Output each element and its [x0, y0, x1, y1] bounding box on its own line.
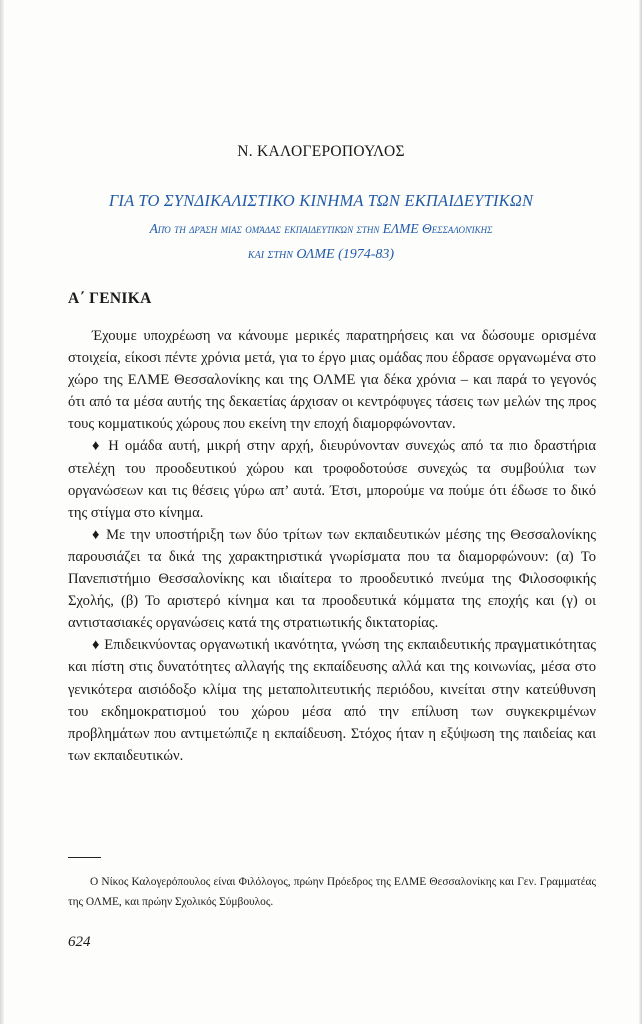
article-title: ΓΙΑ ΤΟ ΣΥΝΔΙΚΑΛΙΣΤΙΚΟ ΚΙΝΗΜΑ ΤΩΝ ΕΚΠΑΙΔΕΥΤΙΚΩΝ: [108, 191, 534, 210]
article-subtitle-line2: και στην ΟΛΜΕ (1974-83): [247, 247, 395, 262]
footnote-text: Ο Νίκος Καλογερόπουλος είναι Φιλόλογος, πρώην Πρόεδρος της ΕΛΜΕ Θεσσαλονίκης και Γεν. Γραμματέας της ΟΛΜΕ, και πρώην Σχολικός Σύμβουλος.: [68, 876, 596, 908]
article-subtitle-line1: Από τη δράση μιας ομάδας εκπαιδευτικών στην ΕΛΜΕ Θεσσαλονίκης: [149, 221, 493, 236]
footnote: [68, 872, 596, 912]
page-number: 624: [68, 934, 91, 950]
paragraph-2: ♦ Η ομάδα αυτή, μικρή στην αρχή, διευρύνονταν συνεχώς από τα πιο δραστήρια στελέχη του προοδευτικού χώρου και τροφοδοτούσε συνεχώς τα συμβούλια των οργανώσεων και τις θέσεις γύρω απ’ αυτά. Έτσι, μπορούμε να πούμε ότι έδωσε το δικό της στίγμα στο κίνημα.: [68, 438, 596, 521]
paragraph-3: ♦ Με την υποστήριξη των δύο τρίτων των εκπαιδευτικών μέσης της Θεσσαλονίκης παρουσιάζει τα δικά της χαρακτηριστικά γνωρίσματα που τα διαμορφώνουν: (α) Το Πανεπιστήμιο Θεσσαλονίκης και ιδιαίτερα το προοδευτικό πνεύμα της Φιλοσοφικής Σχολής, (β) Το αριστερό κίνημα και τα προοδευτικά κόμματα της εποχής και (γ) οι αντιστασιακές οργανώσεις κατά της στρατιωτικής δικτατορίας.: [68, 526, 596, 632]
paragraph-1: Έχουμε υποχρέωση να κάνουμε μερικές παρατηρήσεις και να δώσουμε ορισμένα στοιχεία, είκοσι πέντε χρόνια μετά, για το έργο μιας ομάδας που έδρασε οργανωμένα στο χώρο της ΕΛΜΕ Θεσσαλονίκης και της ΟΛΜΕ για δέκα χρόνια – και παρά το γεγονός ότι από τα μέσα αυτής της δεκαετίας άρχισαν οι κεντρόφυγες τάσεις των μελών της προς τους κομματικούς χώρους που εκείνη την εποχή διαμορφώνονταν.: [68, 328, 596, 433]
author-name: Ν. ΚΑΛΟΓΕΡΟΠΟΥΛΟΣ: [237, 143, 405, 160]
article-body: [68, 325, 596, 767]
footnote-divider: [68, 857, 101, 858]
section-heading: Α΄ ΓΕΝΙΚΑ: [68, 290, 152, 307]
paragraph-4: ♦ Επιδεικνύοντας οργανωτική ικανότητα, γνώση της εκπαιδευτικής πραγματικότητας και πίστη στις δυνατότητες αλλαγής της εκπαίδευσης αλλά και της κοινωνίας, μέσα στο γενικότερα αισιόδοξο κλίμα της μεταπολιτευτικής περιόδου, κινείται στην κατεύθυνση του εκδημοκρατισμού του χώρου μέσα από την επίλυση των συγκεκριμένων προβλημάτων που αντιμετώπιζε η εκπαίδευση. Στόχος ήταν η εξύψωση της παιδείας και των εκπαιδευτικών.: [68, 637, 596, 764]
